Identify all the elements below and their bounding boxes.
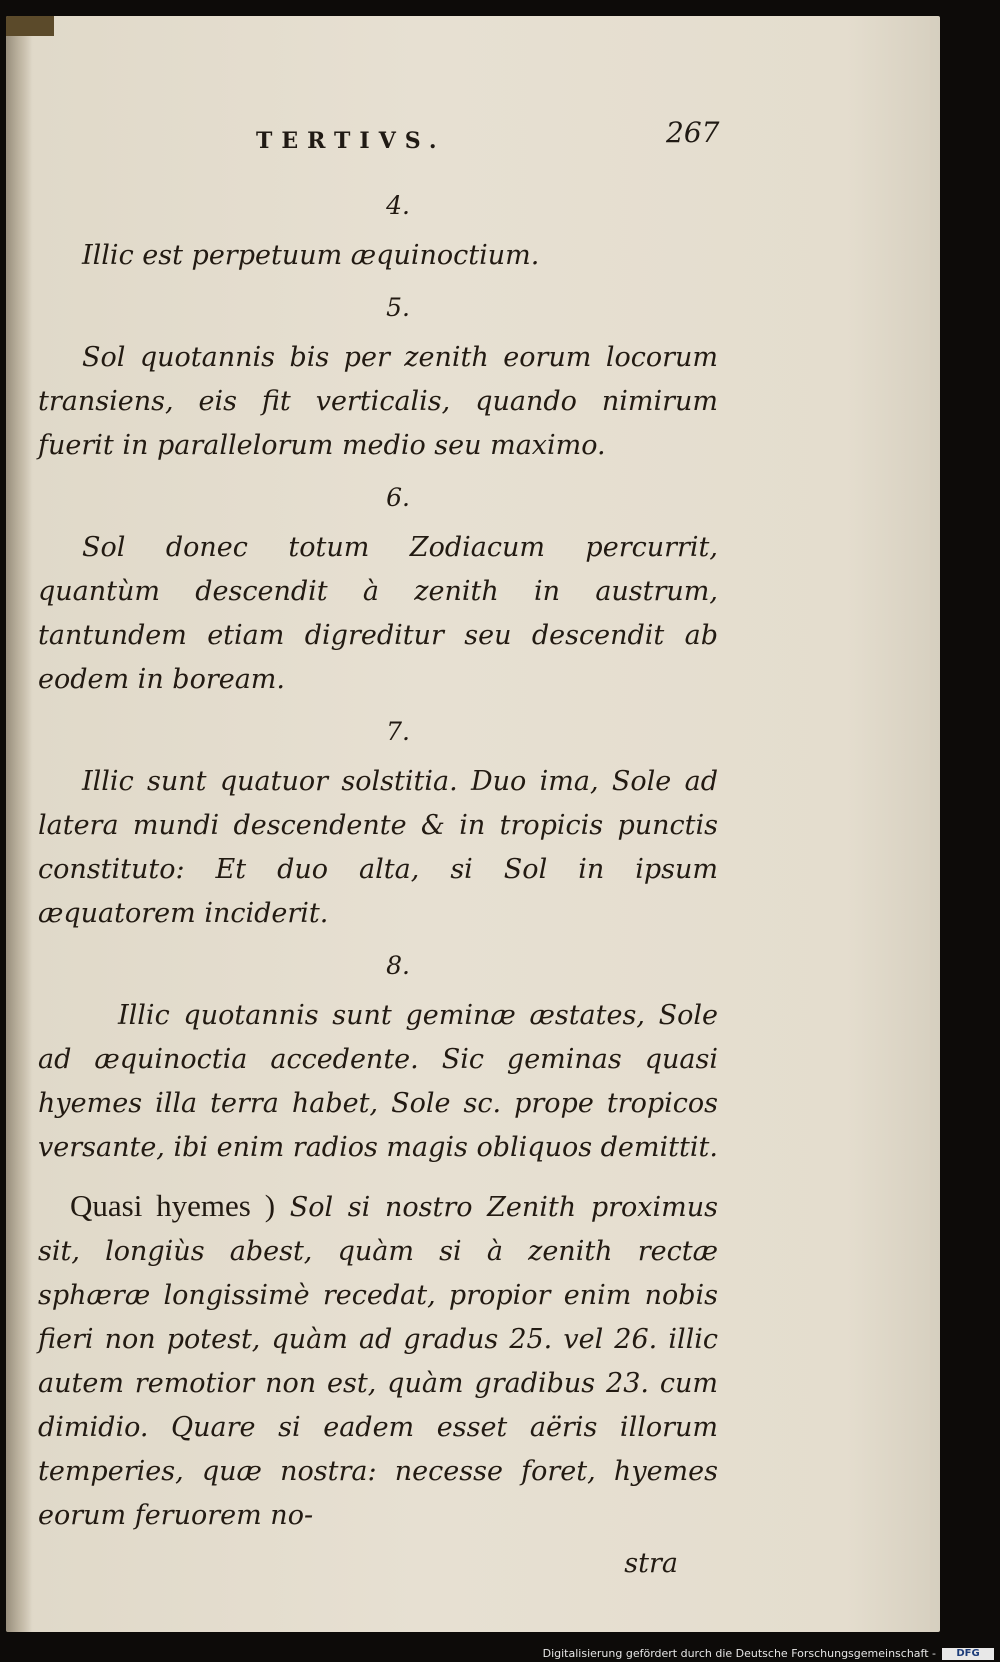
section-6 <box>38 478 718 702</box>
section-7 <box>38 712 718 936</box>
dfg-logo: DFG <box>942 1648 994 1660</box>
commentary-text: Sol si nostro Zenith proximus sit, longiùs abest, quàm si à zenith rectæ sphæræ longissimè recedat, propior enim nobis fieri non potest, quàm ad gradus 25. vel 26. illic autem remotior non est, quàm gradibus 23. cum dimidio. Quare si eadem esset aëris illorum temperies, quæ nostra: necesse foret, hyemes eorum feruorem no- <box>38 1192 718 1531</box>
section-number: 5. <box>386 293 410 322</box>
catchword: stra <box>624 1548 678 1579</box>
page-header <box>6 116 940 156</box>
section-text: Illic sunt quatuor solstitia. Duo ima, Sole ad latera mundi descendente & in tropicis punctis constituto: Et duo alta, si Sol in ipsum æquatorem inciderit. <box>38 766 718 929</box>
running-title: TERTIVS. <box>256 128 446 154</box>
section-8 <box>38 946 718 1170</box>
page-number: 267 <box>666 116 720 149</box>
binding-corner <box>6 16 54 36</box>
section-text: Illic est perpetuum æquinoctium. <box>82 240 540 271</box>
section-number: 4. <box>386 191 410 220</box>
page-gutter-shadow <box>6 16 32 1632</box>
section-4 <box>38 186 718 278</box>
section-text: Sol donec totum Zodiacum percurrit, quantùm descendit à zenith in austrum, tantundem etiam digreditur seu descendit ab eodem in boream. <box>38 532 718 695</box>
section-text: Sol quotannis bis per zenith eorum locorum transiens, eis fit verticalis, quando nimirum fuerit in parallelorum medio seu maximo. <box>38 342 718 461</box>
commentary <box>38 1184 718 1538</box>
book-page <box>6 16 940 1632</box>
section-5 <box>38 288 718 468</box>
section-text: Illic quotannis sunt geminæ æstates, Sole ad æquinoctia accedente. Sic geminas quasi hyemes illa terra habet, Sole sc. prope tropicos versante, ibi enim radios magis obliquos demittit. <box>38 1000 718 1163</box>
section-number: 8. <box>386 951 410 980</box>
section-number: 7. <box>386 717 410 746</box>
digitization-credit: Digitalisierung gefördert durch die Deutsche Forschungsgemeinschaft - <box>542 1647 936 1660</box>
main-text <box>38 176 718 1586</box>
commentary-lemma: Quasi hyemes ) <box>70 1188 276 1223</box>
section-number: 6. <box>386 483 410 512</box>
